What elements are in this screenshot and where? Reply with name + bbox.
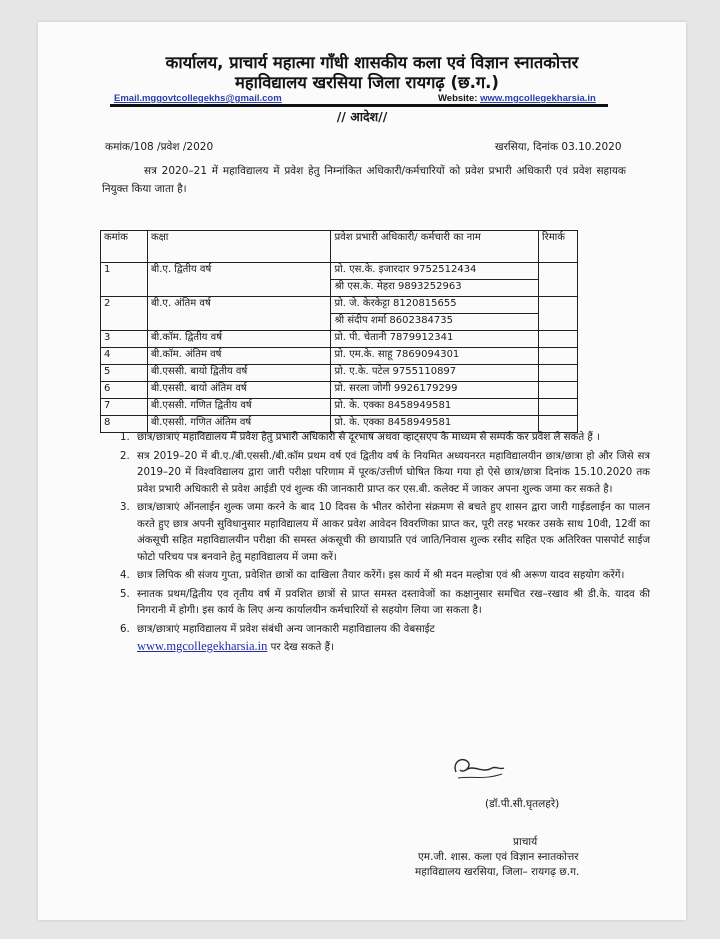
signer-designation: प्राचार्य [513, 836, 538, 848]
row-class: बी.कॉम. द्वितीय वर्ष [147, 331, 331, 348]
row-class: बी.ए. अंतिम वर्ष [147, 297, 331, 331]
row-remark [539, 365, 578, 382]
document-page [38, 22, 686, 920]
row-number: 4 [101, 348, 148, 365]
instruction-list [120, 430, 650, 659]
row-officer: प्रो. एम.के. साहू 7869094301 [331, 348, 539, 365]
list-item-number: 4. [120, 570, 130, 581]
row-class: बी.एससी. गणित अंतिम वर्ष [147, 416, 331, 433]
list-item-number: 3. [120, 502, 130, 513]
row-class: बी.कॉम. अंतिम वर्ष [147, 348, 331, 365]
table-row [101, 297, 578, 314]
row-officer: श्री एस.के. मेहरा 9893252963 [331, 280, 539, 297]
point6-text-before: छात्र/छात्राएं महाविद्यालय में प्रवेश संबंधी अन्य जानकारी महाविद्यालय की वेबसाईट [137, 623, 435, 635]
row-officer: प्रो. ए.के. पटेल 9755110897 [331, 365, 539, 382]
list-item-text: स्नातक प्रथम/द्वितीय एव तृतीय वर्ष में प्रवशित छात्रों से प्राप्त समस्त दस्तावेजों का कक्षानुसार समचित रख–रखाव श्री डी.के. यादव की निगरानी में होगी। इस कार्य के लिए अन्य कार्यालयीन कर्मचारियों से सहयोग लिया जा सकता है। [137, 588, 650, 616]
table-row [101, 263, 578, 280]
list-item [120, 622, 650, 657]
list-item-text: छात्र/छात्राएं महाविद्यालय में प्रवेश हेतु प्रभारी अधिकारी से दूरभाष अथवा व्हाट्सएप के माध्यम से सम्पर्क कर प्रवेश ले सकते हैं । [137, 432, 600, 443]
table-row [101, 348, 578, 365]
list-item [120, 587, 650, 620]
row-number: 2 [101, 297, 148, 331]
row-number: 8 [101, 416, 148, 433]
header-serial: कमांक [101, 231, 148, 263]
website-line [438, 93, 596, 104]
list-item-text: छात्र/छात्राएं ऑनलाईन शुल्क जमा करने के बाद 10 दिवस के भीतर कोरोना संक्रमण से बचते हुए शासन द्वारा जारी गाईडलाईन का पालन करते हुए छात्र अपनी सुविधानुसार महाविद्यालय में आकर प्रवेश आवेदन विवरणिका प्राप्त कर, पूरी तरह भरकर उसके साथ 10वी, 12वीं का अंकसूची सहित महाविद्यालयीन परीक्षा की समस्त अंकसूची की छायाप्रति एवं जाति/निवास शुल्क रसीद सहित एक अतिरिक्त पासपोर्ट साईज फोटो परिचय पत्र बनवाने हेतु महाविद्यालय में जमा करें। [137, 502, 650, 563]
table-row [101, 365, 578, 382]
row-class: बी.ए. द्वितीय वर्ष [147, 263, 331, 297]
row-officer: प्रो. जे. केरकेट्टा 8120815655 [331, 297, 539, 314]
row-remark [539, 348, 578, 365]
table-row [101, 399, 578, 416]
list-item [120, 430, 650, 447]
list-item [120, 568, 650, 585]
list-item-text: सत्र 2019–20 में बी.ए./बी.एससी./बी.कॉम प्रथम वर्ष एवं द्वितीय वर्ष के नियमित अध्ययनरत महाविद्यालयीन छात्र/छात्रा हो और जिसे सत्र 2019–20 में विश्वविद्यालय द्वारा जारी परीक्षा परिणाम में पूरक/उत्तीर्ण घोषित किया गया हो ऐसे छात्र/छात्रा दिनांक 15.10.2020 तक प्रवेश प्रभारी अधिकारी से प्रवेश आईडी एवं शुल्क की जानकारी प्राप्त कर एस.बी. कलेक्ट में जाकर अपना शुल्क जमा कर सकते है। [137, 450, 650, 495]
header-title-line2: महाविद्यालय खरसिया जिला रायगढ़ (छ.ग.) [235, 73, 499, 92]
row-remark [539, 263, 578, 297]
table-header-row [101, 231, 578, 263]
list-item [120, 500, 650, 566]
list-item-text: छात्र लिपिक श्री संजय गुप्ता, प्रवेशित छात्रों का दाखिला तैयार करेंगें। इस कार्य में श्री मदन मल्होत्रा एवं श्री अरूण यादव सहयोग करेंगें। [137, 570, 625, 581]
order-title: // आदेश// [336, 109, 388, 124]
row-number: 1 [101, 263, 148, 297]
point6-text-after: पर देख सकते हैं। [267, 642, 334, 653]
row-class: बी.एससी. बायो द्वितीय वर्ष [147, 365, 331, 382]
list-item-number: 6. [120, 623, 130, 635]
row-officer: प्रो. के. एक्का 8458949581 [331, 399, 539, 416]
header-remark: रिमार्क [539, 231, 578, 263]
row-officer: प्रो. सरला जोगी 9926179299 [331, 382, 539, 399]
college-name-line2: महाविद्यालय खरसिया, जिला– रायगढ़ छ.ग. [415, 866, 580, 878]
header-divider [110, 104, 608, 107]
website-label: Website: [438, 93, 481, 104]
list-item-number: 5. [120, 588, 130, 600]
row-officer: प्रो. एस.के. इजारदार 9752512434 [331, 263, 539, 280]
table-row [101, 382, 578, 399]
row-officer: प्रो. के. एक्का 8458949581 [331, 416, 539, 433]
college-name-line1: एम.जी. शास. कला एवं विज्ञान स्नातकोत्तर [418, 851, 579, 863]
list-item-number: 2. [120, 450, 130, 462]
row-remark [539, 382, 578, 399]
row-remark [539, 331, 578, 348]
header-class: कक्षा [147, 231, 331, 263]
row-remark [539, 399, 578, 416]
row-class: बी.एससी. बायो अंतिम वर्ष [147, 382, 331, 399]
row-class: बी.एससी. गणित द्वितीय वर्ष [147, 399, 331, 416]
list-item-number: 1. [120, 432, 130, 443]
table-row [101, 331, 578, 348]
row-number: 5 [101, 365, 148, 382]
email-link[interactable]: Email.mggovtcollegekhs@gmail.com [114, 93, 282, 104]
intro-paragraph: सत्र 2020–21 में महाविद्यालय में प्रवेश हेतु निम्नांकित अधिकारी/कर्मचारियों को प्रवेश प्रभारी अधिकारी एवं प्रवेश सहायक नियुक्त किया जाता है। [102, 165, 626, 195]
header-title-line1: कार्यालय, प्राचार्य महात्मा गाँधी शासकीय कला एवं विज्ञान स्नातकोत्तर [165, 53, 579, 72]
list-item-text [137, 622, 650, 657]
website-link[interactable]: www.mgcollegekharsia.in [480, 93, 596, 104]
header-officer: प्रवेश प्रभारी अधिकारी/ कर्मचारी का नाम [331, 231, 539, 263]
list-item [120, 449, 650, 499]
row-officer: प्रो. पी. चेतानी 7879912341 [331, 331, 539, 348]
row-number: 7 [101, 399, 148, 416]
row-officer: श्री संदीप शर्मा 8602384735 [331, 314, 539, 331]
place-date: खरसिया, दिनांक 03.10.2020 [495, 141, 622, 153]
row-number: 6 [101, 382, 148, 399]
principal-signature [448, 752, 508, 784]
row-remark [539, 297, 578, 331]
reference-number: कमांक/108 /प्रवेश /2020 [105, 141, 214, 153]
college-website-link[interactable]: www.mgcollegekharsia.in [137, 639, 268, 653]
row-number: 3 [101, 331, 148, 348]
signer-name: (डॉ.पी.सी.घृतलहरे) [485, 798, 560, 810]
officers-table [100, 230, 578, 433]
